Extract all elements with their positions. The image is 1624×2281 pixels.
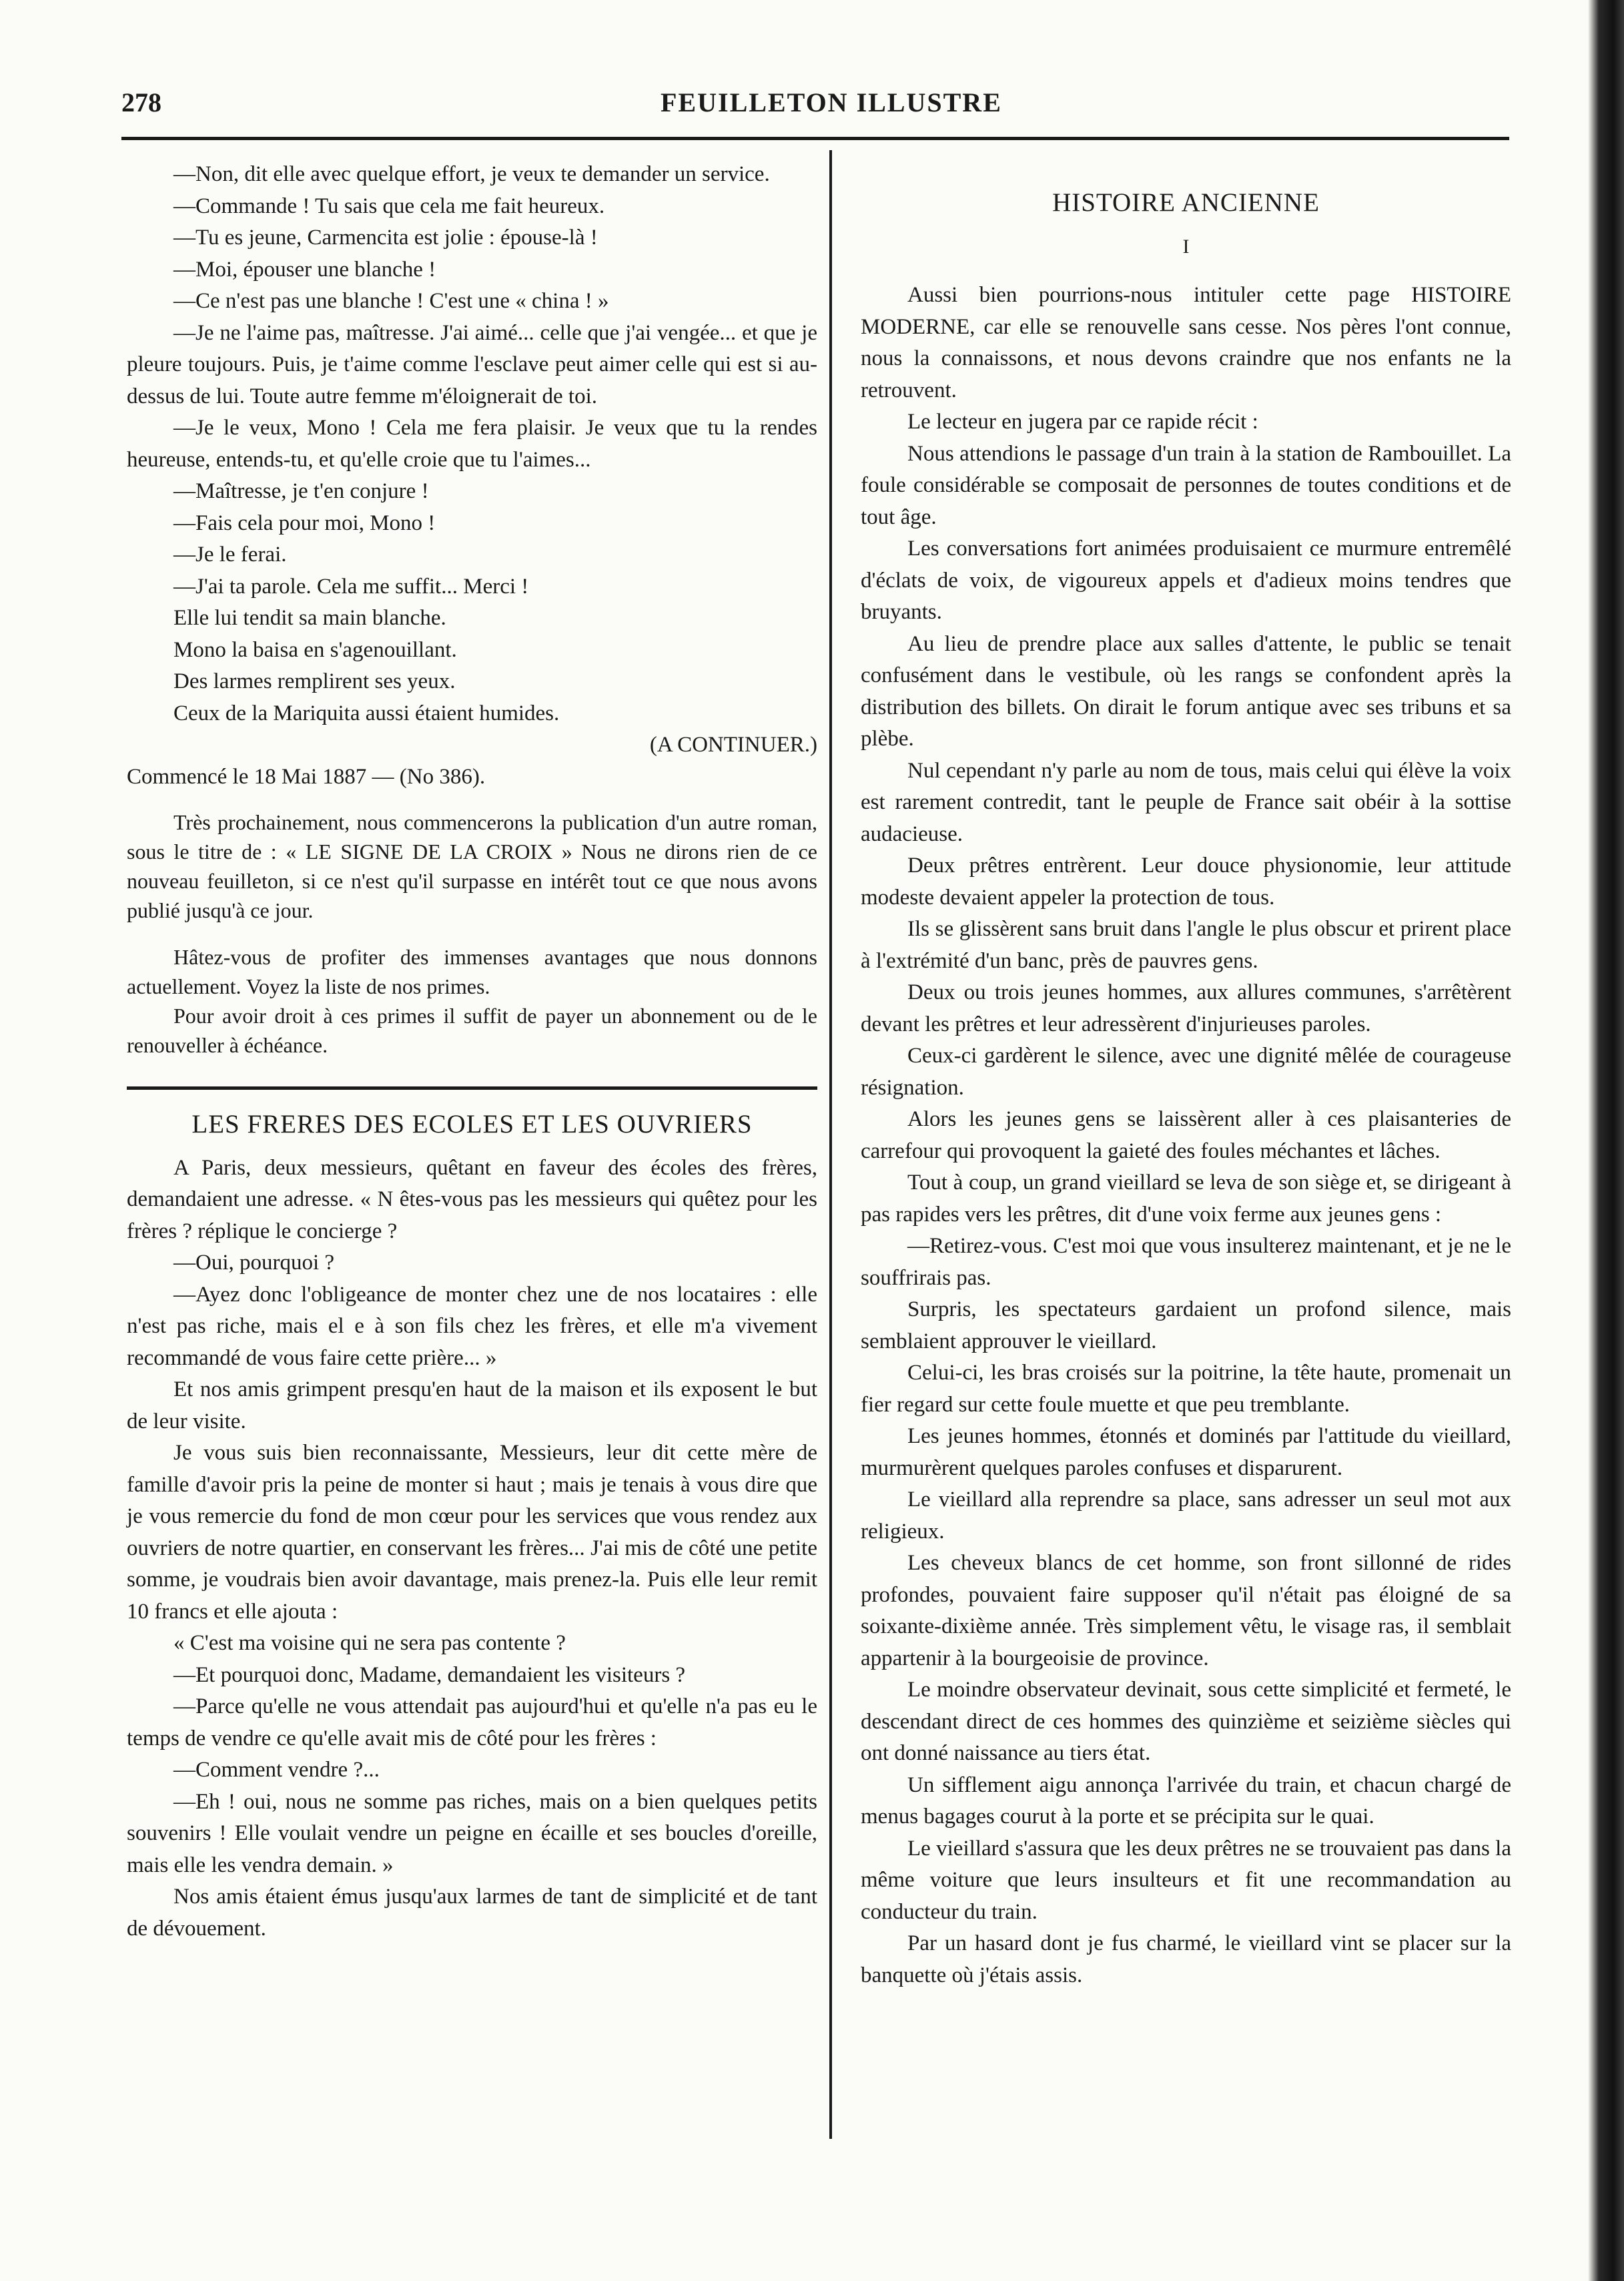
story-paragraph: —Tu es jeune, Carmencita est jolie : épouse-là ! xyxy=(173,226,598,250)
article-paragraph: Ceux-ci gardèrent le silence, avec une dignité mêlée de courageuse résignation. xyxy=(861,1044,1511,1100)
section-paragraph: Je vous suis bien reconnaissante, Messieurs, leur dit cette mère de famille d'avoir pris la peine de monter si haut ; mais je tenais à vous dire que je vous remercie du fond de mon cœur pour les services que vous rendez aux ouvriers de notre quartier, en conservant les frères... J'ai mis de côté une petite somme, je voudrais bien avoir davantage, mais prenez-la. Puis elle leur remit 10 francs et elle ajouta : xyxy=(127,1441,817,1624)
story-paragraph: —J'ai ta parole. Cela me suffit... Merci ! xyxy=(173,574,529,599)
serial-start-date: Commencé le 18 Mai 1887 — (No 386). xyxy=(127,764,486,789)
article-paragraph: Tout à coup, un grand vieillard se leva de son siège et, se dirigeant à pas rapides vers les prêtres, dit d'une voix ferme aux jeunes gens : xyxy=(861,1171,1511,1227)
chapter-number: I xyxy=(1182,235,1190,258)
article-paragraph: Aussi bien pourrions-nous intituler cette page HISTOIRE MODERNE, car elle se renouvelle sans cesse. Nos pères l'ont connue, nous la connaissons, et nous devons craindre que nos enfants ne la retrouvent. xyxy=(861,283,1511,402)
section-paragraph: Nos amis étaient émus jusqu'aux larmes de tant de simplicité et de tant de dévouement. xyxy=(127,1885,817,1941)
section-paragraph: —Eh ! oui, nous ne somme pas riches, mais on a bien quelques petits souvenirs ! Elle voulait vendre un peigne en écaille et ses boucles d'oreille, mais elle les vendra demain. » xyxy=(127,1789,817,1877)
section-paragraph: —Ayez donc l'obligeance de monter chez une de nos locataires : elle n'est pas riche, mais el e à son fils chez les frères, et elle m'a vivement recommandé de vous faire cette prière... » xyxy=(127,1282,817,1370)
article-paragraph: Surpris, les spectateurs gardaient un profond silence, mais semblaient approuver le vieillard. xyxy=(861,1297,1511,1353)
right-column xyxy=(861,187,1511,1991)
notice-paragraph: Très prochainement, nous commencerons la publication d'un autre roman, sous le titre de : « LE SIGNE DE LA CROIX » Nous ne dirons rien de ce nouveau feuilleton, si ce n'est qu'il surpasse en intérêt tout ce que nous avons publié jusqu'à ce jour. xyxy=(127,810,817,922)
article-paragraph: Alors les jeunes gens se laissèrent aller à ces plaisanteries de carrefour qui provoquent la gaieté des foules méchantes et lâches. xyxy=(861,1107,1511,1163)
notice-paragraph: Hâtez-vous de profiter des immenses avantages que nous donnons actuellement. Voyez la liste de nos primes. xyxy=(127,945,817,998)
section-rule xyxy=(127,1086,817,1090)
story-paragraph: Elle lui tendit sa main blanche. xyxy=(173,606,446,630)
page-header-title: FEUILLETON ILLUSTRE xyxy=(661,87,1002,117)
story-paragraph: —Maîtresse, je t'en conjure ! xyxy=(173,479,429,503)
story-paragraph: Ceux de la Mariquita aussi étaient humides. xyxy=(173,701,560,725)
section-paragraph: —Parce qu'elle ne vous attendait pas aujourd'hui et qu'elle n'a pas eu le temps de vendre ce qu'elle avait mis de côté pour les frères : xyxy=(127,1694,817,1750)
publisher-notice xyxy=(127,807,817,1060)
article-title: HISTOIRE ANCIENNE xyxy=(1052,188,1320,217)
header-rule xyxy=(121,137,1509,140)
section-paragraph: « C'est ma voisine qui ne sera pas contente ? xyxy=(173,1631,566,1655)
story-paragraph: —Moi, épouser une blanche ! xyxy=(173,257,436,282)
article-paragraph: Celui-ci, les bras croisés sur la poitrine, la tête haute, promenait un fier regard sur cette foule muette et que peu tremblante. xyxy=(861,1361,1511,1417)
article-paragraph: Nul cependant n'y parle au nom de tous, mais celui qui élève la voix est rarement contredit, tant le peuple de France sait obéir à la sottise audacieuse. xyxy=(861,758,1511,846)
article-paragraph: —Retirez-vous. C'est moi que vous insulterez maintenant, et je ne le souffrirais pas. xyxy=(861,1234,1511,1290)
story-paragraph: Des larmes remplirent ses yeux. xyxy=(173,669,456,693)
section-paragraph: —Oui, pourquoi ? xyxy=(173,1251,335,1275)
article-paragraph: Ils se glissèrent sans bruit dans l'angle le plus obscur et prirent place à l'extrémité d'un banc, près de pauvres gens. xyxy=(861,917,1511,973)
story-paragraph: —Non, dit elle avec quelque effort, je veux te demander un service. xyxy=(173,162,770,186)
article-paragraph: Nous attendions le passage d'un train à la station de Rambouillet. La foule considérable se composait de personnes de toutes conditions et de tout âge. xyxy=(861,441,1511,529)
binding-spine xyxy=(1588,0,1624,2281)
notice-paragraph: Pour avoir droit à ces primes il suffit de payer un abonnement ou de le renouveller à échéance. xyxy=(127,1004,817,1057)
section-paragraph: A Paris, deux messieurs, quêtant en faveur des écoles des frères, demandaient une adresse. « N êtes-vous pas les messieurs qui quêtez pour les frères ? réplique le concierge ? xyxy=(127,1155,817,1243)
article-paragraph: Les cheveux blancs de cet homme, son front sillonné de rides profondes, pouvaient faire supposer qu'il n'était pas éloigné de sa soixante-dixième année. Très simplement vêtu, le visage ras, il semblait appartenir à la bourgeoisie de province. xyxy=(861,1551,1511,1670)
article-paragraph: Les jeunes hommes, étonnés et dominés par l'attitude du vieillard, murmurèrent quelques paroles confuses et disparurent. xyxy=(861,1424,1511,1480)
story-paragraph: Mono la baisa en s'agenouillant. xyxy=(173,637,457,662)
story-paragraph: —Fais cela pour moi, Mono ! xyxy=(173,511,436,535)
section-title: LES FRERES DES ECOLES ET LES OUVRIERS xyxy=(191,1110,753,1138)
article-paragraph: Par un hasard dont je fus charmé, le vieillard vint se placer sur la banquette où j'étais assis. xyxy=(861,1931,1511,1987)
section-paragraph: Et nos amis grimpent presqu'en haut de la maison et ils exposent le but de leur visite. xyxy=(127,1377,817,1433)
left-column xyxy=(127,159,817,1945)
article-paragraph: Les conversations fort animées produisaient ce murmure entremêlé d'éclats de voix, de vigoureux appels et d'adieux moins tendres que bruyants. xyxy=(861,537,1511,624)
page-number: 278 xyxy=(121,87,161,117)
article-paragraph: Le vieillard s'assura que les deux prêtres ne se trouvaient pas dans la même voiture que leurs insulteurs et fit une recommandation au conducteur du train. xyxy=(861,1836,1511,1924)
story-paragraph: —Je ne l'aime pas, maîtresse. J'ai aimé... celle que j'ai vengée... et que je pleure toujours. Puis, je t'aime comme l'esclave peut aimer celle qui est si au-dessus de lui. Toute autre femme m'éloignerait de toi. xyxy=(127,320,817,408)
article-paragraph: Le lecteur en jugera par ce rapide récit : xyxy=(907,410,1258,434)
article-paragraph: Le vieillard alla reprendre sa place, sans adresser un seul mot aux religieux. xyxy=(861,1488,1511,1544)
article-paragraph: Un sifflement aigu annonça l'arrivée du train, et chacun chargé de menus bagages courut à la porte et se précipita sur le quai. xyxy=(861,1772,1511,1829)
notice-gap xyxy=(127,925,817,942)
story-paragraph: —Je le ferai. xyxy=(173,543,287,567)
story-paragraph: —Je le veux, Mono ! Cela me fera plaisir. Je veux que tu la rendes heureuse, entends-tu, et qu'elle croie que tu l'aimes... xyxy=(127,416,817,472)
article-paragraph: Deux ou trois jeunes hommes, aux allures communes, s'arrêtèrent devant les prêtres et leur adressèrent d'injurieuses paroles. xyxy=(861,980,1511,1036)
story-paragraph: —Ce n'est pas une blanche ! C'est une « china ! » xyxy=(173,289,609,313)
to-continue-note: (A CONTINUER.) xyxy=(649,733,817,757)
column-divider xyxy=(829,150,832,2139)
article-paragraph: Le moindre observateur devinait, sous cette simplicité et fermeté, le descendant direct de ces hommes des quinzième et seizième siècles qui ont donné naissance au tiers état. xyxy=(861,1678,1511,1765)
section-paragraph: —Comment vendre ?... xyxy=(173,1758,380,1782)
story-paragraph: —Commande ! Tu sais que cela me fait heureux. xyxy=(173,194,605,218)
section-paragraph: —Et pourquoi donc, Madame, demandaient les visiteurs ? xyxy=(173,1662,686,1687)
article-paragraph: Deux prêtres entrèrent. Leur douce physionomie, leur attitude modeste devaient appeler la protection de tous. xyxy=(861,854,1511,910)
article-paragraph: Au lieu de prendre place aux salles d'attente, le public se tenait confusément dans le vestibule, où les rangs se confondent après la distribution des billets. On dirait le forum antique avec ses tribuns et sa plèbe. xyxy=(861,631,1511,751)
